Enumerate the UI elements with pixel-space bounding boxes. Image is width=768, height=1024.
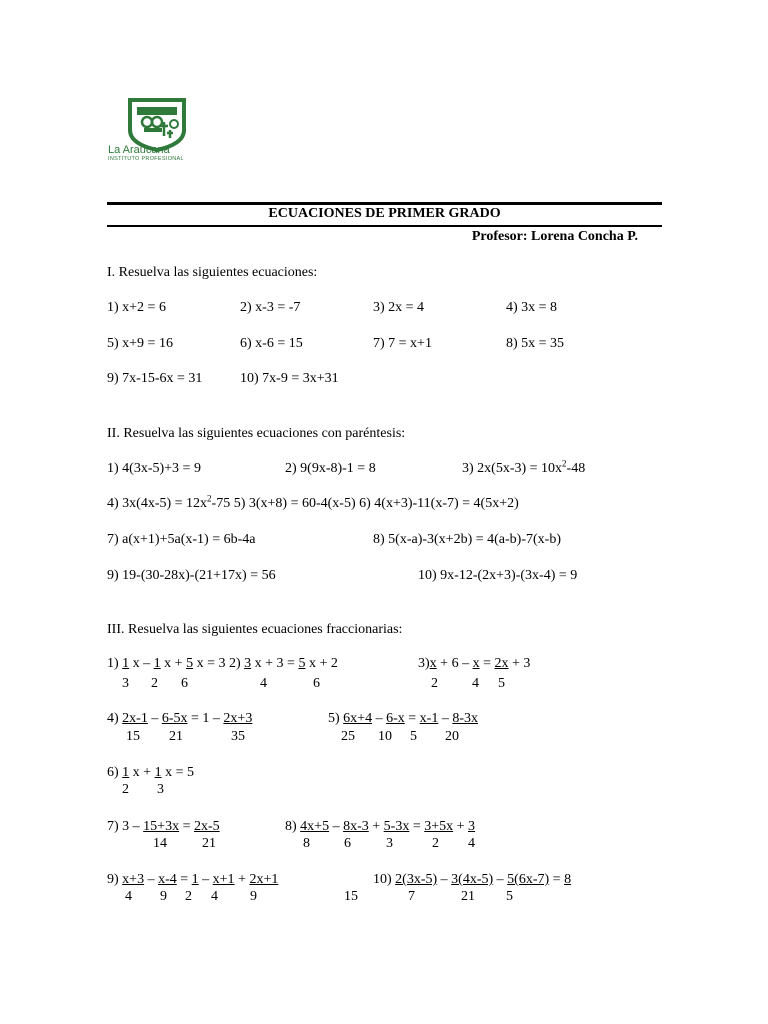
equation-item: 9) 19-(30-28x)-(21+17x) = 56 [107,568,276,583]
denominator: 2 [432,836,439,851]
equation-item: 4) 3x = 8 [506,300,558,315]
fraction-equation: 1) 1 x – 1 x + 5 x = 3 2) 3 x + 3 = 5 x + 2 [107,656,338,671]
denominator: 14 [153,836,167,851]
denominator: 20 [445,729,459,744]
denominator: 25 [341,729,355,744]
fraction-equation: 9) x+3 – x-4 = 1 – x+1 + 2x+1 [107,872,279,887]
equation-item: 7) 7 = x+1 [373,336,432,351]
denominator: 4 [468,836,475,851]
fraction-equation: 7) 3 – 15+3x = 2x-5 [107,819,220,834]
fraction-equation: 3)x + 6 – x = 2x + 3 [418,656,531,671]
denominator: 8 [303,836,310,851]
section-1-heading: I. Resuelva las siguientes ecuaciones: [107,265,318,280]
denominator: 6 [313,676,320,691]
denominator: 3 [157,782,164,797]
fraction-equation: 4) 2x-1 – 6-5x = 1 – 2x+3 [107,711,253,726]
logo-subtitle: INSTITUTO PROFESIONAL [108,156,184,162]
denominator: 9 [160,889,167,904]
equation-item: 10) 9x-12-(2x+3)-(3x-4) = 9 [418,568,578,583]
equation-item: 9) 7x-15-6x = 31 [107,371,203,386]
equation-item: 8) 5(x-a)-3(x+2b) = 4(a-b)-7(x-b) [373,532,561,547]
denominator: 2 [431,676,438,691]
equation-item: 6) x-6 = 15 [240,336,303,351]
denominator: 3 [122,676,129,691]
denominator: 4 [125,889,132,904]
fraction-equation: 6) 1 x + 1 x = 5 [107,765,194,780]
denominator: 21 [169,729,183,744]
denominator: 5 [410,729,417,744]
fraction-equation: 8) 4x+5 – 8x-3 + 5-3x = 3+5x + 3 [285,819,476,834]
denominator: 2 [185,889,192,904]
logo-crest-icon [106,92,206,184]
denominator: 7 [408,889,415,904]
denominator: 2 [122,782,129,797]
equation-item: 2) 9(9x-8)-1 = 8 [285,461,376,476]
equation-item: 3) $2x(5x-3) = 10x^2-48$ [462,458,586,476]
document-title: ECUACIONES DE PRIMER GRADO [268,206,501,221]
denominator: 4 [260,676,267,691]
denominator: 35 [231,729,245,744]
denominator: 6 [344,836,351,851]
denominator: 9 [250,889,257,904]
equation-item: 1) 4(3x-5)+3 = 9 [107,461,201,476]
denominator: 15 [126,729,140,744]
fraction-equation: 10) 2(3x-5) – 3(4x-5) – 5(6x-7) = 8 [373,872,572,887]
equation-item: 1) x+2 = 6 [107,300,166,315]
logo-name: La Araucana [108,144,170,156]
equation-item: 5) x+9 = 16 [107,336,173,351]
section-3-heading: III. Resuelva las siguientes ecuaciones fraccionarias: [107,622,403,637]
equation-row: 4) $3x(4x-5) = 12x^2-75$ 5) 3(x+8) = 60-4(x-5) 6) 4(x+3)-11(x-7) = 4(5x+2) [107,493,519,511]
denominator: 10 [378,729,392,744]
equation-item: 10) 7x-9 = 3x+31 [240,371,339,386]
equation-item: 7) a(x+1)+5a(x-1) = 6b-4a [107,532,256,547]
denominator: 21 [461,889,475,904]
equation-item: 2) x-3 = -7 [240,300,301,315]
fraction-equation: 5) 6x+4 – 6-x = x-1 – 8-3x [328,711,478,726]
denominator: 2 [151,676,158,691]
equation-item: 3) 2x = 4 [373,300,425,315]
denominator: 15 [344,889,358,904]
denominator: 3 [386,836,393,851]
header-bottom-rule [107,225,662,227]
denominator: 5 [498,676,505,691]
institution-logo [106,92,206,184]
section-2-heading: II. Resuelva las siguientes ecuaciones con paréntesis: [107,426,406,441]
equation-item: 8) 5x = 35 [506,336,565,351]
denominator: 6 [181,676,188,691]
teacher-name: Profesor: Lorena Concha P. [471,229,638,244]
denominator: 4 [211,889,218,904]
header-top-rule [107,202,662,205]
denominator: 21 [202,836,216,851]
denominator: 5 [506,889,513,904]
denominator: 4 [472,676,479,691]
